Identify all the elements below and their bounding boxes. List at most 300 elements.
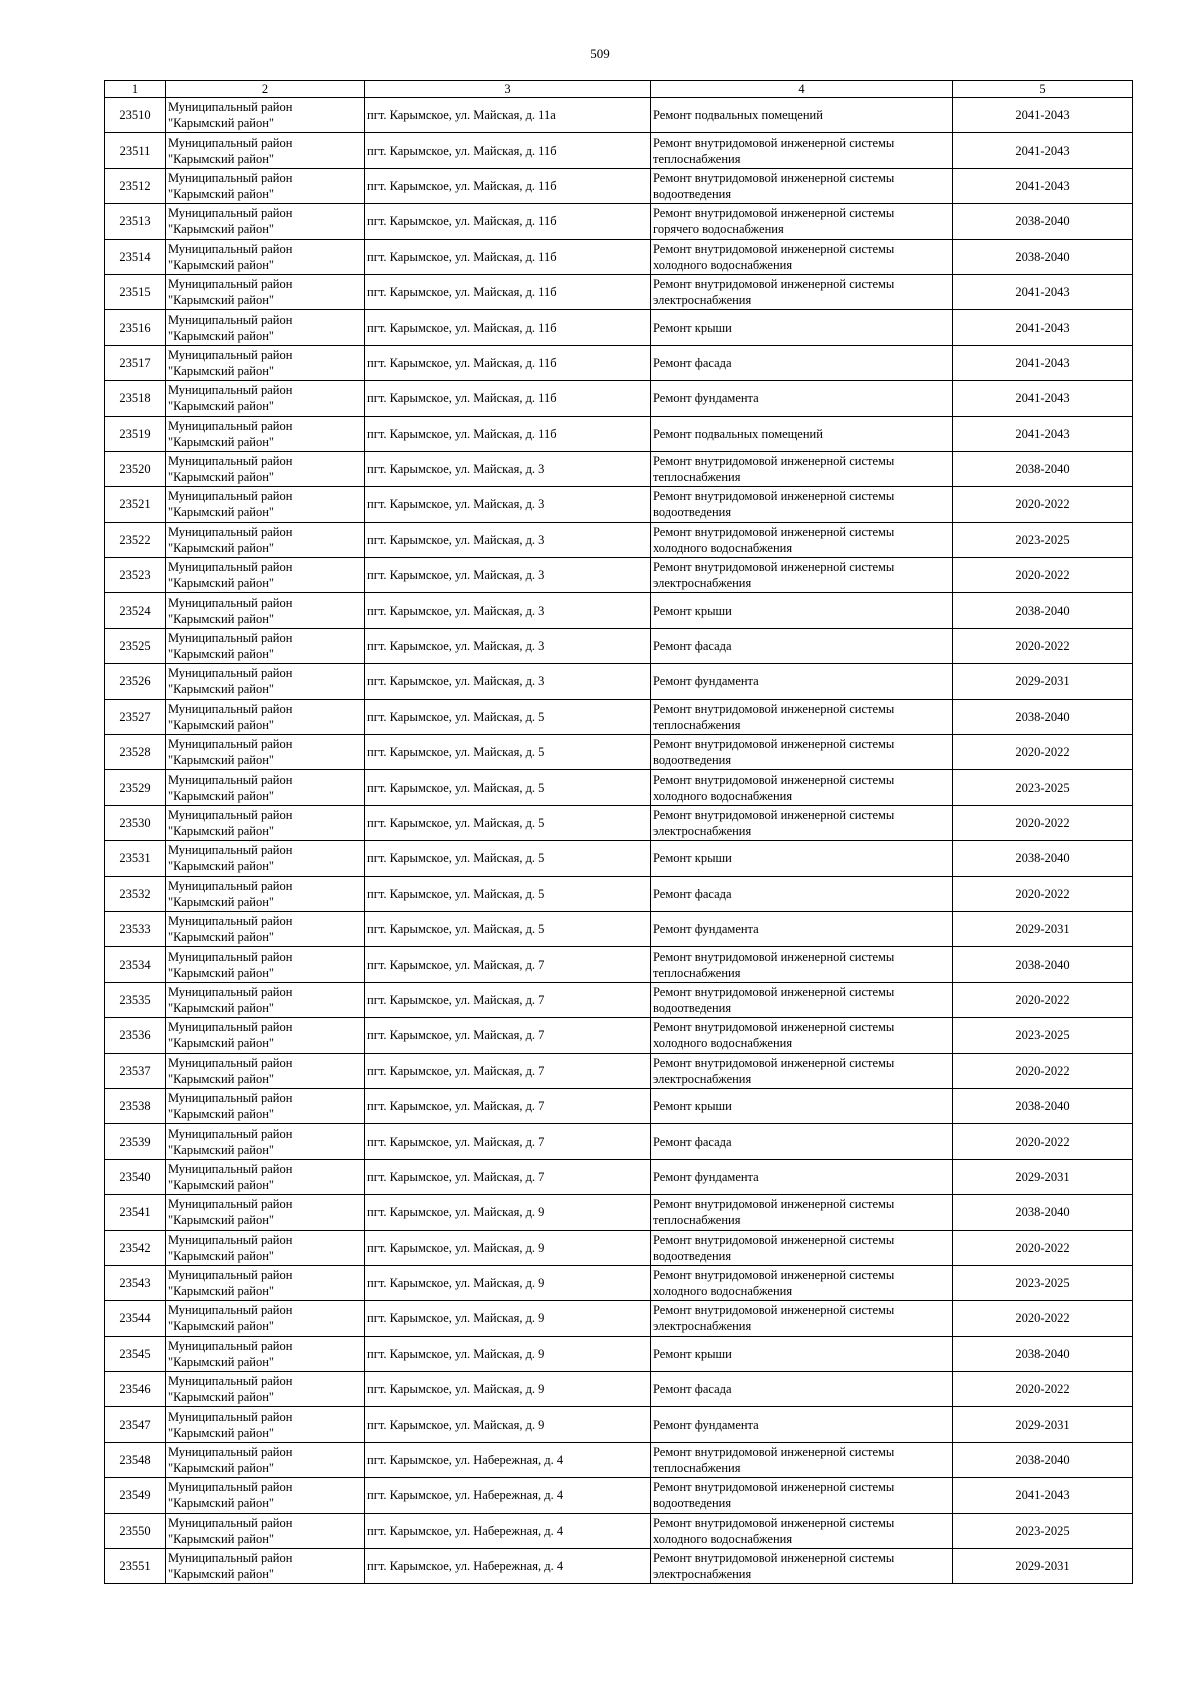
work-type-cell bbox=[651, 1336, 953, 1371]
period-cell: 2038-2040 bbox=[953, 1088, 1133, 1123]
work-type-cell bbox=[651, 381, 953, 416]
municipality-line-2: "Карымский район" bbox=[168, 859, 275, 874]
table-row bbox=[105, 204, 1133, 239]
header-col-2: 2 bbox=[166, 81, 365, 98]
municipality-cell bbox=[166, 664, 365, 699]
table-header bbox=[105, 81, 1133, 98]
municipality-cell bbox=[166, 1513, 365, 1548]
address-cell: пгт. Карымское, ул. Майская, д. 3 bbox=[365, 558, 651, 593]
work-type-cell bbox=[651, 699, 953, 734]
municipality-line-2: "Карымский район" bbox=[168, 894, 275, 909]
municipality-cell bbox=[166, 1265, 365, 1300]
period-cell: 2041-2043 bbox=[953, 1478, 1133, 1513]
work-type-line-1: Ремонт внутридомовой инженерной системы bbox=[653, 524, 895, 539]
work-type-cell bbox=[651, 487, 953, 522]
municipality-line-1: Муниципальный район bbox=[168, 1232, 293, 1247]
address-cell: пгт. Карымское, ул. Майская, д. 11б bbox=[365, 381, 651, 416]
row-number: 23521 bbox=[105, 487, 166, 522]
municipality-line-1: Муниципальный район bbox=[168, 843, 293, 858]
table-row bbox=[105, 1372, 1133, 1407]
municipality-line-2: "Карымский район" bbox=[168, 788, 275, 803]
municipality-cell bbox=[166, 381, 365, 416]
work-type-line-1: Ремонт внутридомовой инженерной системы bbox=[653, 1515, 895, 1530]
municipality-line-1: Муниципальный район bbox=[168, 595, 293, 610]
table-row bbox=[105, 1018, 1133, 1053]
municipality-line-1: Муниципальный район bbox=[168, 347, 293, 362]
work-type-line-2: холодного водоснабжения bbox=[653, 1531, 793, 1546]
row-number: 23540 bbox=[105, 1159, 166, 1194]
work-type-line-1: Ремонт фасада bbox=[653, 355, 732, 370]
work-type-cell bbox=[651, 1053, 953, 1088]
municipality-line-1: Муниципальный район bbox=[168, 1126, 293, 1141]
municipality-cell bbox=[166, 345, 365, 380]
municipality-line-1: Муниципальный район bbox=[168, 737, 293, 752]
work-type-cell bbox=[651, 1549, 953, 1584]
table-row bbox=[105, 487, 1133, 522]
row-number: 23529 bbox=[105, 770, 166, 805]
work-type-line-1: Ремонт внутридомовой инженерной системы bbox=[653, 560, 895, 575]
municipality-line-2: "Карымский район" bbox=[168, 753, 275, 768]
municipality-line-2: "Карымский район" bbox=[168, 717, 275, 732]
work-type-line-1: Ремонт фундамента bbox=[653, 674, 759, 689]
municipality-line-1: Муниципальный район bbox=[168, 489, 293, 504]
row-number: 23543 bbox=[105, 1265, 166, 1300]
row-number: 23548 bbox=[105, 1442, 166, 1477]
period-cell: 2029-2031 bbox=[953, 664, 1133, 699]
period-cell: 2029-2031 bbox=[953, 1549, 1133, 1584]
table-row bbox=[105, 664, 1133, 699]
table-body bbox=[105, 98, 1133, 1584]
work-type-cell bbox=[651, 982, 953, 1017]
work-type-line-1: Ремонт внутридомовой инженерной системы bbox=[653, 1020, 895, 1035]
row-number: 23550 bbox=[105, 1513, 166, 1548]
row-number: 23513 bbox=[105, 204, 166, 239]
table-row bbox=[105, 381, 1133, 416]
work-type-line-1: Ремонт внутридомовой инженерной системы bbox=[653, 206, 895, 221]
row-number: 23511 bbox=[105, 133, 166, 168]
municipality-line-2: "Карымский район" bbox=[168, 1461, 275, 1476]
period-cell: 2020-2022 bbox=[953, 1372, 1133, 1407]
row-number: 23533 bbox=[105, 911, 166, 946]
municipality-cell bbox=[166, 699, 365, 734]
address-cell: пгт. Карымское, ул. Майская, д. 7 bbox=[365, 1018, 651, 1053]
row-number: 23515 bbox=[105, 274, 166, 309]
municipality-cell bbox=[166, 1301, 365, 1336]
municipality-line-1: Муниципальный район bbox=[168, 454, 293, 469]
period-cell: 2038-2040 bbox=[953, 204, 1133, 239]
address-cell: пгт. Карымское, ул. Майская, д. 5 bbox=[365, 735, 651, 770]
work-type-line-1: Ремонт фундамента bbox=[653, 1417, 759, 1432]
municipality-cell bbox=[166, 1549, 365, 1584]
table-row bbox=[105, 558, 1133, 593]
municipality-line-2: "Карымский район" bbox=[168, 1036, 275, 1051]
municipality-line-1: Муниципальный район bbox=[168, 1020, 293, 1035]
work-type-line-2: теплоснабжения bbox=[653, 965, 741, 980]
period-cell: 2041-2043 bbox=[953, 98, 1133, 133]
header-row bbox=[105, 81, 1133, 98]
row-number: 23527 bbox=[105, 699, 166, 734]
table-row bbox=[105, 274, 1133, 309]
address-cell: пгт. Карымское, ул. Майская, д. 9 bbox=[365, 1230, 651, 1265]
period-cell: 2038-2040 bbox=[953, 1195, 1133, 1230]
work-type-cell bbox=[651, 947, 953, 982]
municipality-line-1: Муниципальный район bbox=[168, 100, 293, 115]
work-type-cell bbox=[651, 310, 953, 345]
municipality-line-1: Муниципальный район bbox=[168, 914, 293, 929]
work-type-cell bbox=[651, 1513, 953, 1548]
work-type-cell bbox=[651, 416, 953, 451]
work-type-line-2: холодного водоснабжения bbox=[653, 540, 793, 555]
work-type-line-1: Ремонт внутридомовой инженерной системы bbox=[653, 701, 895, 716]
municipality-cell bbox=[166, 1336, 365, 1371]
work-type-line-2: теплоснабжения bbox=[653, 151, 741, 166]
row-number: 23538 bbox=[105, 1088, 166, 1123]
address-cell: пгт. Карымское, ул. Майская, д. 5 bbox=[365, 805, 651, 840]
municipality-cell bbox=[166, 168, 365, 203]
address-cell: пгт. Карымское, ул. Майская, д. 11б bbox=[365, 274, 651, 309]
work-type-line-1: Ремонт внутридомовой инженерной системы bbox=[653, 489, 895, 504]
municipality-line-1: Муниципальный район bbox=[168, 1374, 293, 1389]
work-type-cell bbox=[651, 770, 953, 805]
work-type-cell bbox=[651, 522, 953, 557]
table-row bbox=[105, 841, 1133, 876]
work-type-line-1: Ремонт подвальных помещений bbox=[653, 426, 823, 441]
work-type-line-1: Ремонт крыши bbox=[653, 320, 732, 335]
period-cell: 2029-2031 bbox=[953, 911, 1133, 946]
municipality-line-2: "Карымский район" bbox=[168, 576, 275, 591]
municipality-line-2: "Карымский район" bbox=[168, 1496, 275, 1511]
work-type-cell bbox=[651, 451, 953, 486]
table-row bbox=[105, 1301, 1133, 1336]
table-row bbox=[105, 1053, 1133, 1088]
municipality-cell bbox=[166, 274, 365, 309]
municipality-cell bbox=[166, 1230, 365, 1265]
address-cell: пгт. Карымское, ул. Майская, д. 3 bbox=[365, 628, 651, 663]
row-number: 23519 bbox=[105, 416, 166, 451]
table-row bbox=[105, 947, 1133, 982]
work-type-line-1: Ремонт внутридомовой инженерной системы bbox=[653, 170, 895, 185]
work-type-line-1: Ремонт фундамента bbox=[653, 391, 759, 406]
period-cell: 2038-2040 bbox=[953, 1336, 1133, 1371]
work-type-cell bbox=[651, 345, 953, 380]
table-row bbox=[105, 805, 1133, 840]
municipality-line-1: Муниципальный район bbox=[168, 701, 293, 716]
work-type-line-2: холодного водоснабжения bbox=[653, 1284, 793, 1299]
table-row bbox=[105, 1336, 1133, 1371]
municipality-line-2: "Карымский район" bbox=[168, 293, 275, 308]
period-cell: 2020-2022 bbox=[953, 805, 1133, 840]
municipality-cell bbox=[166, 204, 365, 239]
period-cell: 2023-2025 bbox=[953, 1265, 1133, 1300]
row-number: 23535 bbox=[105, 982, 166, 1017]
table-row bbox=[105, 1230, 1133, 1265]
address-cell: пгт. Карымское, ул. Майская, д. 11б bbox=[365, 168, 651, 203]
work-type-line-1: Ремонт внутридомовой инженерной системы bbox=[653, 1551, 895, 1566]
table-row bbox=[105, 876, 1133, 911]
row-number: 23532 bbox=[105, 876, 166, 911]
capital-repair-table bbox=[104, 80, 1133, 1584]
row-number: 23523 bbox=[105, 558, 166, 593]
municipality-cell bbox=[166, 558, 365, 593]
address-cell: пгт. Карымское, ул. Майская, д. 11б bbox=[365, 345, 651, 380]
work-type-line-2: водоотведения bbox=[653, 1496, 732, 1511]
municipality-line-1: Муниципальный район bbox=[168, 418, 293, 433]
work-type-line-1: Ремонт внутридомовой инженерной системы bbox=[653, 949, 895, 964]
work-type-line-2: электроснабжения bbox=[653, 576, 752, 591]
municipality-line-1: Муниципальный район bbox=[168, 1268, 293, 1283]
work-type-line-2: водоотведения bbox=[653, 186, 732, 201]
period-cell: 2020-2022 bbox=[953, 735, 1133, 770]
period-cell: 2038-2040 bbox=[953, 239, 1133, 274]
municipality-cell bbox=[166, 1159, 365, 1194]
municipality-line-2: "Карымский район" bbox=[168, 1107, 275, 1122]
row-number: 23530 bbox=[105, 805, 166, 840]
municipality-cell bbox=[166, 770, 365, 805]
municipality-line-1: Муниципальный район bbox=[168, 135, 293, 150]
header-col-1: 1 bbox=[105, 81, 166, 98]
row-number: 23539 bbox=[105, 1124, 166, 1159]
work-type-line-2: электроснабжения bbox=[653, 1319, 752, 1334]
work-type-line-2: водоотведения bbox=[653, 1248, 732, 1263]
municipality-line-2: "Карымский район" bbox=[168, 682, 275, 697]
work-type-cell bbox=[651, 1407, 953, 1442]
municipality-cell bbox=[166, 1195, 365, 1230]
municipality-line-1: Муниципальный район bbox=[168, 666, 293, 681]
address-cell: пгт. Карымское, ул. Майская, д. 7 bbox=[365, 1088, 651, 1123]
municipality-line-1: Муниципальный район bbox=[168, 312, 293, 327]
work-type-cell bbox=[651, 1265, 953, 1300]
row-number: 23518 bbox=[105, 381, 166, 416]
work-type-cell bbox=[651, 841, 953, 876]
municipality-line-1: Муниципальный район bbox=[168, 1551, 293, 1566]
header-col-4: 4 bbox=[651, 81, 953, 98]
municipality-line-2: "Карымский район" bbox=[168, 399, 275, 414]
address-cell: пгт. Карымское, ул. Майская, д. 3 bbox=[365, 522, 651, 557]
row-number: 23545 bbox=[105, 1336, 166, 1371]
row-number: 23516 bbox=[105, 310, 166, 345]
work-type-line-1: Ремонт внутридомовой инженерной системы bbox=[653, 241, 895, 256]
municipality-line-2: "Карымский район" bbox=[168, 611, 275, 626]
municipality-cell bbox=[166, 1088, 365, 1123]
address-cell: пгт. Карымское, ул. Майская, д. 11б bbox=[365, 416, 651, 451]
period-cell: 2020-2022 bbox=[953, 1124, 1133, 1159]
municipality-line-2: "Карымский район" bbox=[168, 1567, 275, 1582]
municipality-line-2: "Карымский район" bbox=[168, 116, 275, 131]
period-cell: 2041-2043 bbox=[953, 168, 1133, 203]
municipality-line-1: Муниципальный район bbox=[168, 277, 293, 292]
municipality-line-1: Муниципальный район bbox=[168, 808, 293, 822]
row-number: 23544 bbox=[105, 1301, 166, 1336]
work-type-cell bbox=[651, 1124, 953, 1159]
period-cell: 2020-2022 bbox=[953, 982, 1133, 1017]
row-number: 23541 bbox=[105, 1195, 166, 1230]
municipality-line-2: "Карымский район" bbox=[168, 1000, 275, 1015]
table-row bbox=[105, 1407, 1133, 1442]
municipality-cell bbox=[166, 982, 365, 1017]
table-row bbox=[105, 310, 1133, 345]
work-type-line-2: горячего водоснабжения bbox=[653, 222, 784, 237]
period-cell: 2029-2031 bbox=[953, 1159, 1133, 1194]
table-row bbox=[105, 593, 1133, 628]
municipality-line-1: Муниципальный район bbox=[168, 1303, 293, 1318]
period-cell: 2041-2043 bbox=[953, 381, 1133, 416]
row-number: 23512 bbox=[105, 168, 166, 203]
municipality-line-2: "Карымский район" bbox=[168, 1177, 275, 1192]
row-number: 23536 bbox=[105, 1018, 166, 1053]
row-number: 23514 bbox=[105, 239, 166, 274]
work-type-cell bbox=[651, 876, 953, 911]
address-cell: пгт. Карымское, ул. Майская, д. 5 bbox=[365, 911, 651, 946]
address-cell: пгт. Карымское, ул. Майская, д. 9 bbox=[365, 1265, 651, 1300]
work-type-line-1: Ремонт внутридомовой инженерной системы bbox=[653, 135, 895, 150]
work-type-line-1: Ремонт фасада bbox=[653, 1382, 732, 1397]
work-type-cell bbox=[651, 1372, 953, 1407]
municipality-line-1: Муниципальный район bbox=[168, 1445, 293, 1460]
row-number: 23546 bbox=[105, 1372, 166, 1407]
address-cell: пгт. Карымское, ул. Майская, д. 3 bbox=[365, 593, 651, 628]
period-cell: 2023-2025 bbox=[953, 770, 1133, 805]
period-cell: 2041-2043 bbox=[953, 310, 1133, 345]
period-cell: 2041-2043 bbox=[953, 274, 1133, 309]
address-cell: пгт. Карымское, ул. Майская, д. 3 bbox=[365, 487, 651, 522]
municipality-line-1: Муниципальный район bbox=[168, 241, 293, 256]
address-cell: пгт. Карымское, ул. Майская, д. 11а bbox=[365, 98, 651, 133]
municipality-line-2: "Карымский район" bbox=[168, 1142, 275, 1157]
municipality-line-2: "Карымский район" bbox=[168, 363, 275, 378]
page-number: 509 bbox=[590, 46, 610, 61]
period-cell: 2020-2022 bbox=[953, 628, 1133, 663]
row-number: 23525 bbox=[105, 628, 166, 663]
table-row bbox=[105, 133, 1133, 168]
table-row bbox=[105, 98, 1133, 133]
table-row bbox=[105, 239, 1133, 274]
municipality-line-1: Муниципальный район bbox=[168, 772, 293, 787]
header-col-5: 5 bbox=[953, 81, 1133, 98]
work-type-line-1: Ремонт внутридомовой инженерной системы bbox=[653, 1197, 895, 1212]
period-cell: 2038-2040 bbox=[953, 451, 1133, 486]
address-cell: пгт. Карымское, ул. Майская, д. 9 bbox=[365, 1372, 651, 1407]
municipality-line-2: "Карымский район" bbox=[168, 1071, 275, 1086]
work-type-line-2: холодного водоснабжения bbox=[653, 257, 793, 272]
period-cell: 2038-2040 bbox=[953, 593, 1133, 628]
address-cell: пгт. Карымское, ул. Набережная, д. 4 bbox=[365, 1442, 651, 1477]
table-row bbox=[105, 1478, 1133, 1513]
table-row bbox=[105, 1195, 1133, 1230]
work-type-line-2: электроснабжения bbox=[653, 293, 752, 308]
municipality-cell bbox=[166, 1407, 365, 1442]
municipality-cell bbox=[166, 1442, 365, 1477]
period-cell: 2020-2022 bbox=[953, 1301, 1133, 1336]
municipality-cell bbox=[166, 876, 365, 911]
work-type-cell bbox=[651, 1301, 953, 1336]
period-cell: 2023-2025 bbox=[953, 1513, 1133, 1548]
work-type-line-1: Ремонт внутридомовой инженерной системы bbox=[653, 454, 895, 469]
municipality-line-1: Муниципальный район bbox=[168, 878, 293, 893]
municipality-cell bbox=[166, 841, 365, 876]
work-type-cell bbox=[651, 1230, 953, 1265]
work-type-line-1: Ремонт внутридомовой инженерной системы bbox=[653, 1480, 895, 1495]
table-row bbox=[105, 451, 1133, 486]
address-cell: пгт. Карымское, ул. Набережная, д. 4 bbox=[365, 1549, 651, 1584]
work-type-line-1: Ремонт крыши bbox=[653, 603, 732, 618]
work-type-line-1: Ремонт внутридомовой инженерной системы bbox=[653, 737, 895, 752]
address-cell: пгт. Карымское, ул. Майская, д. 9 bbox=[365, 1336, 651, 1371]
municipality-line-1: Муниципальный район bbox=[168, 1409, 293, 1424]
municipality-cell bbox=[166, 451, 365, 486]
row-number: 23531 bbox=[105, 841, 166, 876]
work-type-cell bbox=[651, 805, 953, 840]
work-type-cell bbox=[651, 1195, 953, 1230]
municipality-line-2: "Карымский район" bbox=[168, 1425, 275, 1440]
work-type-cell bbox=[651, 558, 953, 593]
period-cell: 2038-2040 bbox=[953, 699, 1133, 734]
municipality-line-2: "Карымский район" bbox=[168, 434, 275, 449]
municipality-line-2: "Карымский район" bbox=[168, 328, 275, 343]
period-cell: 2020-2022 bbox=[953, 1053, 1133, 1088]
work-type-line-2: холодного водоснабжения bbox=[653, 1036, 793, 1051]
municipality-line-1: Муниципальный район bbox=[168, 206, 293, 221]
municipality-line-2: "Карымский район" bbox=[168, 257, 275, 272]
table-row bbox=[105, 628, 1133, 663]
work-type-line-2: водоотведения bbox=[653, 505, 732, 520]
row-number: 23547 bbox=[105, 1407, 166, 1442]
municipality-line-1: Муниципальный район bbox=[168, 383, 293, 398]
row-number: 23528 bbox=[105, 735, 166, 770]
address-cell: пгт. Карымское, ул. Майская, д. 7 bbox=[365, 947, 651, 982]
table-row bbox=[105, 1159, 1133, 1194]
address-cell: пгт. Карымское, ул. Майская, д. 5 bbox=[365, 841, 651, 876]
period-cell: 2020-2022 bbox=[953, 558, 1133, 593]
period-cell: 2023-2025 bbox=[953, 1018, 1133, 1053]
address-cell: пгт. Карымское, ул. Майская, д. 7 bbox=[365, 1124, 651, 1159]
work-type-line-2: электроснабжения bbox=[653, 1071, 752, 1086]
municipality-cell bbox=[166, 1372, 365, 1407]
work-type-line-2: теплоснабжения bbox=[653, 1461, 741, 1476]
municipality-line-1: Муниципальный район bbox=[168, 1055, 293, 1070]
municipality-cell bbox=[166, 735, 365, 770]
period-cell: 2020-2022 bbox=[953, 487, 1133, 522]
table-row bbox=[105, 1513, 1133, 1548]
municipality-cell bbox=[166, 1053, 365, 1088]
work-type-line-1: Ремонт фасада bbox=[653, 1134, 732, 1149]
address-cell: пгт. Карымское, ул. Майская, д. 5 bbox=[365, 876, 651, 911]
municipality-line-1: Муниципальный район bbox=[168, 170, 293, 185]
row-number: 23526 bbox=[105, 664, 166, 699]
table-row bbox=[105, 735, 1133, 770]
work-type-cell bbox=[651, 204, 953, 239]
municipality-cell bbox=[166, 310, 365, 345]
work-type-line-2: электроснабжения bbox=[653, 1567, 752, 1582]
work-type-line-2: холодного водоснабжения bbox=[653, 788, 793, 803]
table-row bbox=[105, 345, 1133, 380]
municipality-cell bbox=[166, 133, 365, 168]
municipality-line-2: "Карымский район" bbox=[168, 151, 275, 166]
work-type-line-1: Ремонт внутридомовой инженерной системы bbox=[653, 984, 895, 999]
row-number: 23542 bbox=[105, 1230, 166, 1265]
work-type-line-1: Ремонт внутридомовой инженерной системы bbox=[653, 1303, 895, 1318]
address-cell: пгт. Карымское, ул. Майская, д. 11б bbox=[365, 239, 651, 274]
municipality-line-1: Муниципальный район bbox=[168, 631, 293, 646]
table-row bbox=[105, 522, 1133, 557]
work-type-cell bbox=[651, 1478, 953, 1513]
municipality-cell bbox=[166, 522, 365, 557]
work-type-line-1: Ремонт внутридомовой инженерной системы bbox=[653, 277, 895, 292]
row-number: 23524 bbox=[105, 593, 166, 628]
work-type-cell bbox=[651, 1088, 953, 1123]
municipality-line-1: Муниципальный район bbox=[168, 1338, 293, 1353]
period-cell: 2020-2022 bbox=[953, 876, 1133, 911]
municipality-line-1: Муниципальный район bbox=[168, 949, 293, 964]
